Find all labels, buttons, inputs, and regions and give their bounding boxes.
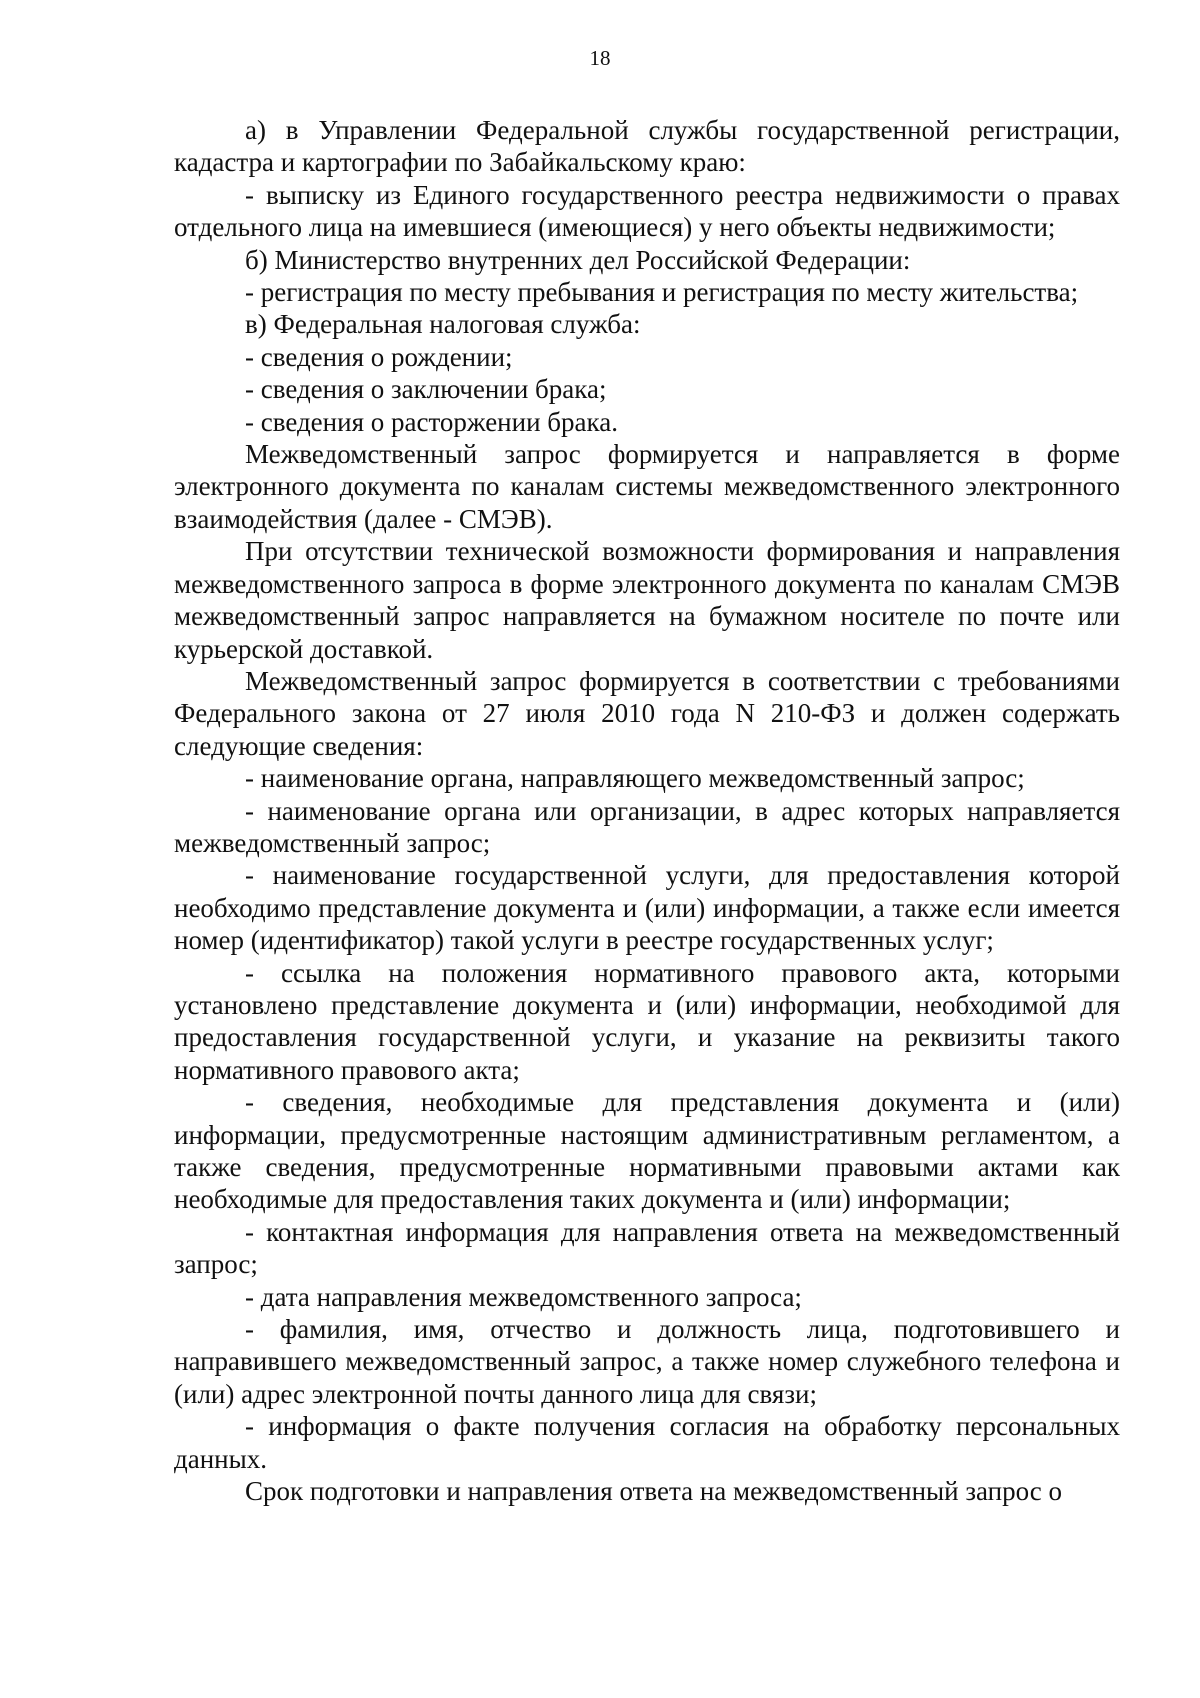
paragraph-egrn-extract: - выписку из Единого государственного реестра недвижимости о правах отдельного лица на имевшиеся (имеющиеся) у него объекты недвижимости; bbox=[174, 179, 1120, 243]
paragraph-fns-heading: в) Федеральная налоговая служба: bbox=[245, 309, 641, 340]
list-item-responsible-person: - фамилия, имя, отчество и должность лица, подготовившего и направившего межведомственный запрос, а также номер служебного телефона и (или) адрес электронной почты данного лица для связи; bbox=[174, 1314, 1120, 1409]
paragraph-marriage: - сведения о заключении брака; bbox=[245, 374, 607, 405]
list-item-contact-info: - контактная информация для направления ответа на межведомственный запрос; bbox=[174, 1216, 1120, 1280]
list-item-legal-act-reference: - ссылка на положения нормативного правового акта, которыми установлено представление документа и (или) информации, необходимой для предоставления государственной услуги, и указание на реквизиты такого нормативного правового акта; bbox=[174, 957, 1120, 1085]
list-item-request-date: - дата направления межведомственного запроса; bbox=[245, 1281, 802, 1312]
document-body bbox=[174, 114, 1120, 1507]
list-item-service-name: - наименование государственной услуги, для предоставления которой необходимо представление документа и (или) информации, а также если имеется номер (идентификатор) такой услуги в реестре государственных услуг; bbox=[174, 860, 1120, 956]
page-number: 18 bbox=[589, 46, 611, 70]
list-item-requesting-body: - наименование органа, направляющего межведомственный запрос; bbox=[245, 763, 1025, 794]
paragraph-birth: - сведения о рождении; bbox=[245, 341, 513, 372]
paragraph-request-requirements: Межведомственный запрос формируется в соответствии с требованиями Федерального закона от 27 июля 2010 года N 210-ФЗ и должен содержать следующие сведения: bbox=[174, 665, 1120, 761]
paragraph-rosreestr-heading: а) в Управлении Федеральной службы государственной регистрации, кадастра и картографии по Забайкальскому краю: bbox=[174, 115, 1120, 178]
paragraph-paper-request: При отсутствии технической возможности формирования и направления межведомственного запроса в форме электронного документа по каналам СМЭВ межведомственный запрос направляется на бумажном носителе по почте или курьерской доставкой. bbox=[174, 536, 1120, 664]
paragraph-mvd-heading: б) Министерство внутренних дел Российской Федерации: bbox=[245, 244, 911, 275]
list-item-required-info: - сведения, необходимые для представления документа и (или) информации, предусмотренные настоящим административным регламентом, а также сведения, предусмотренные нормативными правовыми актами как необходимые для предоставления таких документа и (или) информации; bbox=[174, 1087, 1120, 1215]
list-item-addressee-body: - наименование органа или организации, в адрес которых направляется межведомственный запрос; bbox=[174, 795, 1120, 858]
paragraph-response-deadline: Срок подготовки и направления ответа на межведомственный запрос о bbox=[245, 1476, 1063, 1507]
paragraph-registration: - регистрация по месту пребывания и регистрация по месту жительства; bbox=[245, 277, 1079, 308]
paragraph-smev-request: Межведомственный запрос формируется и направляется в форме электронного документа по каналам системы межведомственного электронного взаимодействия (далее - СМЭВ). bbox=[174, 439, 1120, 534]
paragraph-divorce: - сведения о расторжении брака. bbox=[245, 406, 618, 437]
list-item-consent-info: - информация о факте получения согласия на обработку персональных данных. bbox=[174, 1411, 1120, 1474]
